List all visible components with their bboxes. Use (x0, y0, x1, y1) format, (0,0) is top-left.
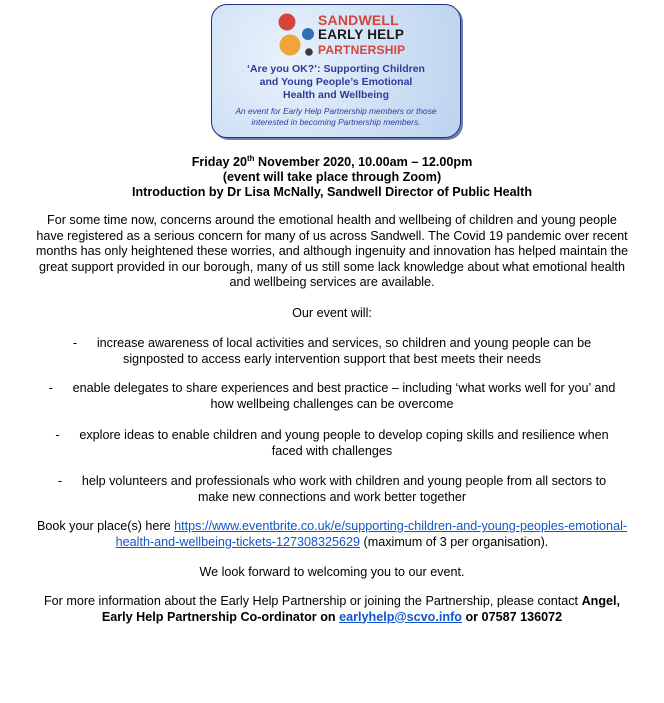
booking-line-1 (0, 519, 664, 535)
bullet-item (0, 428, 664, 459)
sandwell-early-help-logo (276, 12, 410, 60)
booking-line-2 (0, 535, 664, 551)
eventbrite-link[interactable]: https://www.eventbrite.co.uk/e/supporting-children-and-young-peoples-emotional- (174, 519, 628, 533)
contact-line-2 (0, 610, 664, 626)
contact-email-link[interactable]: earlyhelp@scvo.info (339, 609, 462, 624)
event-banner (211, 4, 461, 138)
intro-line-1: For some time now, concerns around the emotional health and wellbeing of children and young people (47, 213, 617, 227)
booking-suffix: (maximum of 3 per organisation). (360, 534, 549, 549)
our-event-will-heading: Our event will: (292, 306, 372, 320)
bullet-line-2: signposted to access early intervention support that best meets their needs (123, 351, 541, 366)
banner-title-line-2: and Young People’s Emotional (259, 76, 413, 88)
intro-line-4: great support provided in our borough, many of us still some lack knowledge about what emotional health (39, 259, 625, 274)
banner-title-line-1: ‘Are you OK?’: Supporting Children (247, 63, 425, 75)
intro-line-5: and wellbeing services are available. (229, 275, 435, 289)
event-date-suffix: th (247, 154, 255, 163)
contact-line-1 (0, 594, 664, 610)
eventbrite-link-continued[interactable]: health-and-wellbeing-tickets-127308325629 (115, 534, 361, 549)
event-date-day: Friday 20 (191, 155, 247, 169)
logo-text-partnership: PARTNERSHIP (318, 43, 406, 57)
bullet-dash: - (72, 336, 78, 350)
banner-subtitle (212, 106, 460, 128)
banner-subtitle-line-1: An event for Early Help Partnership members or those (235, 106, 437, 116)
bullet-line-1 (0, 381, 664, 397)
bullet-line-2: make new connections and work better together (197, 489, 467, 504)
bullet-text: explore ideas to enable children and young people to develop coping skills and resilience when (79, 428, 609, 442)
logo-text-early-help: EARLY HELP (318, 27, 405, 42)
bullet-item (0, 381, 664, 412)
contact-name: Angel, (581, 594, 621, 608)
booking-paragraph (0, 519, 664, 550)
bullet-item (0, 336, 664, 367)
intro-paragraph (0, 213, 664, 291)
contact-role: Early Help Partnership Co-ordinator on (101, 609, 340, 624)
event-date (0, 155, 664, 169)
logo-text-sandwell: SANDWELL (318, 12, 399, 28)
banner-title (212, 63, 460, 102)
bullet-line-1 (0, 428, 664, 444)
banner-subtitle-line-2: interested in becoming Partnership members. (251, 117, 421, 127)
logo-dots-icon (276, 12, 318, 60)
contact-paragraph (0, 594, 664, 625)
event-date-time: November 2020, 10.00am – 12.00pm (254, 155, 473, 169)
banner-title-line-3: Health and Wellbeing (283, 89, 389, 101)
bullet-text: enable delegates to share experiences and best practice – including ‘what works well for you’ and (72, 381, 616, 395)
bullet-item (0, 474, 664, 505)
bullet-text: help volunteers and professionals who work with children and young people from all sectors to (81, 474, 607, 488)
bullet-line-1 (0, 474, 664, 490)
booking-prefix: Book your place(s) here (36, 519, 175, 533)
bullet-dash: - (48, 381, 53, 395)
bullet-dash: - (57, 474, 63, 488)
welcome-text: We look forward to welcoming you to our event. (199, 565, 465, 579)
intro-line-2: have registered as a serious concern for many of us across Sandwell. The Covid 19 pandemic over recent (36, 228, 628, 243)
bullet-line-1 (0, 336, 664, 352)
contact-prefix: For more information about the Early Help Partnership or joining the Partnership, please contact (43, 594, 582, 608)
intro-line-3: months has only heightened these worries, and although ingenuity and innovation has helped maintain the (35, 244, 629, 258)
bullet-line-2: faced with challenges (271, 443, 393, 458)
bullet-line-2: how wellbeing challenges can be overcome (210, 396, 454, 411)
bullet-text: increase awareness of local activities and services, so children and young people can be (96, 336, 592, 350)
contact-phone: or 07587 136072 (461, 609, 563, 624)
bullet-dash: - (55, 428, 60, 442)
event-introduction: Introduction by Dr Lisa McNally, Sandwell Director of Public Health (131, 185, 533, 199)
event-zoom-note: (event will take place through Zoom) (222, 170, 442, 184)
